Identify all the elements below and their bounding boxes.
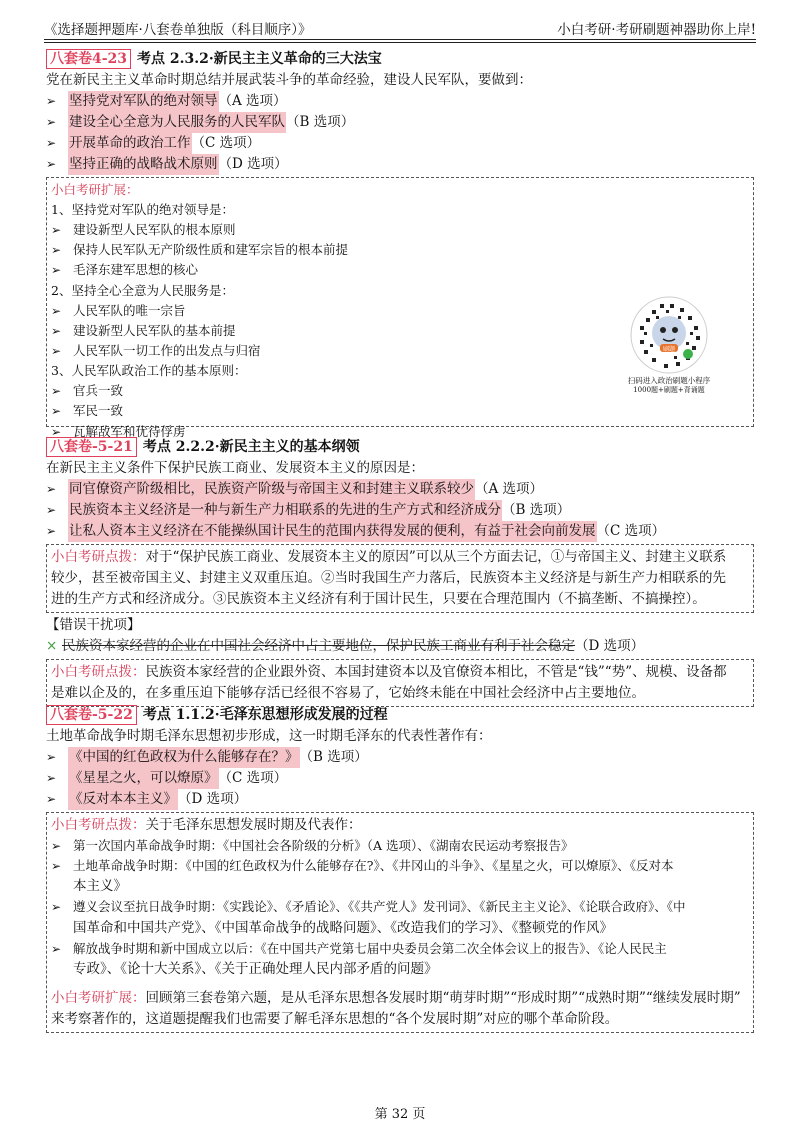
arrow-bullet-icon: ➢ (51, 404, 62, 419)
section-heading (46, 704, 754, 726)
arrow-bullet-icon: ➢ (51, 384, 62, 399)
section-heading (46, 48, 754, 70)
list-item: ➢ 建设全心全意为人民服务的人民军队 （B 选项） (46, 112, 754, 133)
svg-text:刷题: 刷题 (662, 346, 676, 353)
box-title: 小白考研扩展： (51, 182, 139, 197)
arrow-bullet-icon: ➢ (51, 243, 62, 258)
extension-heading: 2、坚持全心全意为人民服务是： (51, 282, 234, 298)
arrow-bullet-icon: ➢ (51, 839, 62, 853)
list-item: ➢ 坚持正确的战略战术原则 （D 选项） (46, 154, 754, 175)
arrow-bullet-icon: ➢ (46, 482, 57, 496)
arrow-bullet-icon: ➢ (51, 941, 62, 956)
list-item: ➢ 《反对本本主义》 （D 选项） (46, 789, 754, 810)
page-number: 第 32 页 (374, 1107, 426, 1122)
exam-tag: 八套卷4-23 (46, 49, 131, 69)
list-item: ➢ 同官僚资产阶级相比，民族资产阶级与帝国主义和封建主义联系较少 （A 选项） (46, 479, 754, 500)
topic-title: 考点 2.2.2·新民主主义的基本纲领 (142, 439, 360, 455)
extension-bullet: ➢ 官兵一致 (51, 381, 749, 401)
exam-tag: 八套卷-5-21 (46, 437, 137, 457)
arrow-bullet-icon: ➢ (51, 344, 62, 359)
distractor-item: × 民族资本家经营的企业在中国社会经济中占主要地位，保护民族工商业有利于社会稳定（D 选项） (46, 636, 754, 657)
arrow-bullet-icon: ➢ (46, 157, 57, 171)
header-left-title: 《选择题押题库·八套卷单独版（科目顺序）》 (44, 22, 312, 38)
extension-bullet: ➢ 人民军队一切工作的出发点与归宿 (51, 341, 749, 361)
intro-text: 土地革命战争时期毛泽东思想初步形成，这一时期毛泽东的代表性著作有： (46, 728, 492, 744)
box-title: 小白考研点拨： (51, 664, 146, 680)
extension-bullet: ➢ 人民军队的唯一宗旨 (51, 301, 749, 321)
box-title: 小白考研点拨： (51, 817, 146, 833)
list-item: ➢ 让私人资本主义经济在不能操纵国计民生的范围内获得发展的便利，有益于社会向前发展 （C 选项） (46, 521, 754, 542)
distractor-title: 【错误干扰项】 (46, 617, 141, 633)
list-item: ➢ 《星星之火，可以燎原》 （C 选项） (46, 768, 754, 789)
topic-title: 考点 2.3.2·新民主主义革命的三大法宝 (137, 51, 382, 67)
topic-title: 考点 1.1.2·毛泽东思想形成发展的过程 (142, 707, 388, 723)
tip-box: 小白考研点拨：关于毛泽东思想发展时期及代表作： ➢ 第一次国内革命战争时期：《中国社会各阶级的分析》（A 选项）、《湖南农民运动考察报告》 ➢ 土地革命战争时期：《中国的红色政权为什么能够存在?》、《井冈山的斗争》、《星星之火，可以燎原》、《反对本 本主义》 ➢ 遵义会议至抗日战争时期：《实践论》、《矛盾论》、《《共产党人》发刊词》、《新民主主义论》、《论联合政府》、《中 国革命和中国共产党》、《中国革命战争的战略问题》、《改造我们的学习》、《整顿党的作风》 ➢ 解放战争时期和新中国成立以后：《在中国共产党第七届中央委员会第二次全体会议上的报告》、《论人民民主 专政》、《论十大关系》、《关于正确处理人民内部矛盾的问题》 小白考研扩展：回顾第三套卷第六题，是从毛泽东思想各发展时期“萌芽时期”“形成时期”“成熟时期”“继续发展时期” 来考察著作的，这道题提醒我们也需要了解毛泽东思想的“各个发展时期”对应的哪个革命阶段。 (46, 812, 754, 1033)
section-5-21 (46, 436, 754, 707)
header-rule-thin (44, 42, 756, 43)
arrow-bullet-icon: ➢ (51, 424, 62, 439)
page-header (44, 18, 756, 38)
box-title: 小白考研点拨： (51, 549, 146, 565)
extension-bullet: ➢ 瓦解敌军和优待俘虏 (51, 422, 749, 442)
cross-icon: × (46, 638, 58, 654)
arrow-bullet-icon: ➢ (46, 503, 57, 517)
arrow-bullet-icon: ➢ (51, 263, 62, 278)
arrow-bullet-icon: ➢ (46, 524, 57, 538)
qr-caption: 扫码进入政治刷题小程序 (627, 376, 711, 385)
section-5-22 (46, 704, 754, 1033)
extension-bullet: ➢ 建设新型人民军队的基本前提 (51, 321, 749, 341)
arrow-bullet-icon: ➢ (51, 303, 62, 318)
arrow-bullet-icon: ➢ (46, 115, 57, 129)
extension-bullet: ➢ 建设新型人民军队的根本原则 (51, 220, 749, 240)
arrow-bullet-icon: ➢ (46, 750, 57, 764)
arrow-bullet-icon: ➢ (51, 223, 62, 237)
arrow-bullet-icon: ➢ (46, 792, 57, 806)
qr-caption-sub: 1000题+刷题+背诵题 (633, 386, 705, 394)
list-item: ➢ 民族资本主义经济是一种与新生产力相联系的先进的生产方式和经济成分 （B 选项） (46, 500, 754, 521)
exam-tag: 八套卷-5-22 (46, 705, 137, 725)
list-item: ➢ 坚持党对军队的绝对领导 （A 选项） (46, 91, 754, 112)
extension-bullet: ➢ 军民一致 (51, 401, 749, 421)
extension-heading: 3、人民军队政治工作的基本原则： (51, 363, 247, 379)
arrow-bullet-icon: ➢ (51, 323, 62, 338)
list-item: ➢ 《中国的红色政权为什么能够存在？》 （B 选项） (46, 747, 754, 768)
extension-bullet: ➢ 毛泽东建军思想的核心 (51, 260, 749, 280)
extension-heading: 1、坚持党对军队的绝对领导是： (51, 202, 234, 217)
section-heading (46, 436, 754, 458)
section-4-23 (46, 48, 754, 439)
header-right-slogan: 小白考研·考研刷题神器助你上岸! (557, 22, 756, 38)
intro-text: 在新民主主义条件下保护民族工商业、发展资本主义的原因是： (46, 460, 424, 476)
qr-code-icon[interactable] (630, 296, 708, 374)
arrow-bullet-icon: ➢ (46, 771, 57, 785)
arrow-bullet-icon: ➢ (51, 900, 62, 915)
arrow-bullet-icon: ➢ (46, 136, 57, 150)
extension-box (46, 177, 754, 439)
arrow-bullet-icon: ➢ (51, 859, 62, 874)
qr-code-block[interactable] (599, 296, 739, 395)
arrow-bullet-icon: ➢ (46, 94, 57, 108)
header-rule (44, 39, 756, 40)
intro-text: 党在新民主主义革命时期总结并展武装斗争的革命经验，建设人民军队，要做到： (46, 72, 532, 88)
tip-box: 小白考研点拨：民族资本家经营的企业跟外资、本国封建资本以及官僚资本相比，不管是“钱”“势”、规模、设备都 是难以企及的，在多重压迫下能够存活已经很不容易了，它始终未能在中国社会经济中占主要地位。 (46, 659, 754, 707)
box-title: 小白考研扩展： (51, 989, 146, 1006)
extension-bullet: ➢ 保持人民军队无产阶级性质和建军宗旨的根本前提 (51, 240, 749, 260)
tip-box: 小白考研点拨：对于“保护民族工商业、发展资本主义的原因”可以从三个方面去记，①与帝国主义、封建主义联系 较少，甚至被帝国主义、封建主义双重压迫。②当时我国生产力落后，民族资本主义经济是与新生产力相联系的先 进的生产方式和经济成分。③民族资本主义经济有利于国计民生，只要在合理范围内（不搞垄断、不搞操控）。 (46, 544, 754, 613)
list-item: ➢ 开展革命的政治工作 （C 选项） (46, 133, 754, 154)
